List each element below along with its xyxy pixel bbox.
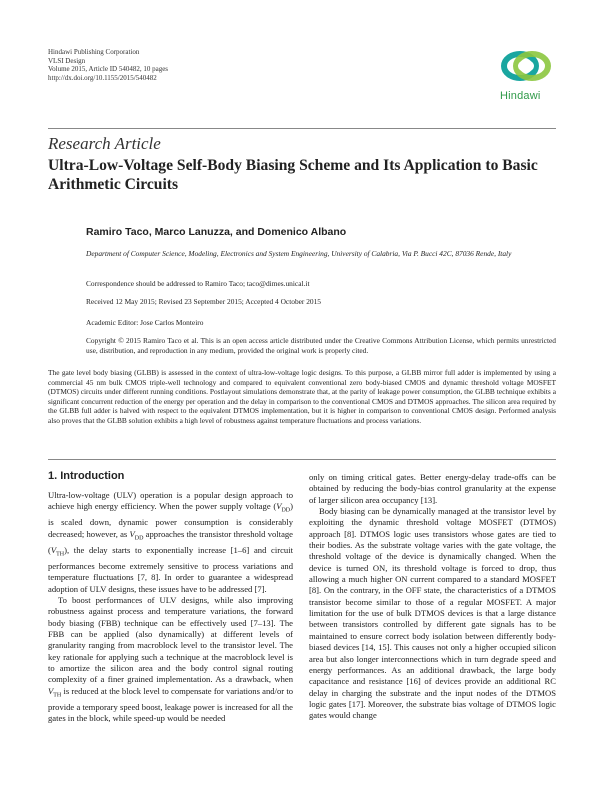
author-list: Ramiro Taco, Marco Lanuzza, and Domenico Albano [86,226,347,238]
doi-link[interactable]: http://dx.doi.org/10.1155/2015/540482 [48,73,157,82]
correspondence: Correspondence should be addressed to Ramiro Taco; taco@dimes.unical.it [86,279,310,288]
article-type: Research Article [48,134,161,153]
journal-header [48,48,168,82]
abstract-divider [48,459,556,460]
journal-name: VLSI Design [48,56,86,65]
submission-dates: Received 12 May 2015; Revised 23 September 2015; Accepted 4 October 2015 [86,297,322,306]
paragraph: only on timing critical gates. Better energy-delay trade-offs can be obtained by reducing the body-bias control granularity at the expense of larger silicon area occupancy [13]. [309,472,556,505]
abstract: The gate level body biasing (GLBB) is assessed in the context of ultra-low-voltage logic designs. To this purpose, a GLBB mirror full adder is implemented by using a commercial 45 nm bulk CMOS triple-well technology and compared to equivalent conventional zero body-biased CMOS and dynamic threshold voltage MOSFET (DTMOS) circuits under different running conditions. Postlayout simulations demonstrate that, at the parity of leakage power consumption, the GLBB technique exhibits a significant concurrent reduction of the energy per operation and the delay in comparison to the conventional CMOS and DTMOS approaches. The silicon area required by the GLBB full adder is halved with respect to the equivalent DTMOS implementation, but it is higher in comparison to conventional CMOS design. Performed analysis also proves that the GLBB solution exhibits a high level of robustness against temperature fluctuations and process variations. [48,368,556,425]
logo-wordmark: Hindawi [500,90,541,102]
paragraph: To boost performances of ULV designs, while also improving robustness against process and temperature variations, the forward body biasing (FBB) technique can be effectively used [7–13]. The FBB can be applied (also dynamically) at different levels of granularity ranging from macroblock level to the transistor level. The key rationale for applying such a technique at the macroblock level is to amortize the silicon area and the body control signal routing complexity of a finer grained implementation. As a drawback, when $V_{TH}$ is reduced at the block level to compensate for variations and/or to provide a temporary speed boost, leakage power is increased for all the gates in the block, while speed-up would be needed [48,594,293,724]
academic-editor: Academic Editor: Jose Carlos Monteiro [86,318,204,327]
section-heading: 1. Introduction [48,470,125,482]
body-column-right [309,472,556,722]
hindawi-logo-icon [496,44,556,90]
paragraph: Body biasing can be dynamically managed at the transistor level by exploiting the dynamic threshold voltage MOSFET (DTMOS) approach [8]. DTMOS logic uses transistors whose gates are tied to their bodies. As the substrate voltage varies with the gate voltage, the threshold voltage of the device is dynamically changed. When the device is turned ON, its threshold voltage is forced to drop, thus allowing a much higher ON current compared to a standard MOSFET [8]. On the contrary, in the OFF state, the characteristics of a DTMOS transistor become similar to those of a regular MOSFET. A major limitation for the use of bulk DTMOS devices is that a large distance between transistors controlled by different gate signals has to be maintained to ensure correct body isolation between differently body-biased devices [14, 15]. This causes not only a higher occupied silicon area but also longer interconnections which in turn degrade speed and energy performances. As an additional drawback, the large body capacitance and resistance [16] of devices provide an additional RC delay in charging the substrate and the input nodes of the DTMOS logic gates [17]. Moreover, the substrate bias voltage of DTMOS logic gates would change [309,506,556,721]
publisher: Hindawi Publishing Corporation [48,48,140,56]
paper-title: Ultra-Low-Voltage Self-Body Biasing Scheme and Its Application to Basic Arithmetic Circuits [48,157,538,193]
paragraph: Ultra-low-voltage (ULV) operation is a popular design approach to achieve high energy efficiency. When the power supply voltage $(V_{DD})$ is scaled down, dynamic power consumption is considerably decreased; however, as $V_{DD}$ approaches the transistor threshold voltage $(V_{TH})$, the delay starts to exponentially increase [1–6] and circuit performances become extremely sensitive to process variations and temperature fluctuations [7, 8]. In order to guarantee a widespread adoption of ULV designs, these issues have to be addressed [7]. [48,490,294,594]
body-column-left [48,490,293,724]
volume-line: Volume 2015, Article ID 540482, 10 pages [48,65,169,74]
affiliation: Department of Computer Science, Modeling, Electronics and System Engineering, University of Calabria, Via P. Bucci 42C, 87036 Rende, Italy [86,249,512,258]
hindawi-logo [496,44,556,106]
copyright-notice: Copyright © 2015 Ramiro Taco et al. This is an open access article distributed under the Creative Commons Attribution License, which permits unrestricted use, distribution, and reproduction in any medium, provided the original work is properly cited. [86,336,556,355]
header-divider [48,128,556,129]
